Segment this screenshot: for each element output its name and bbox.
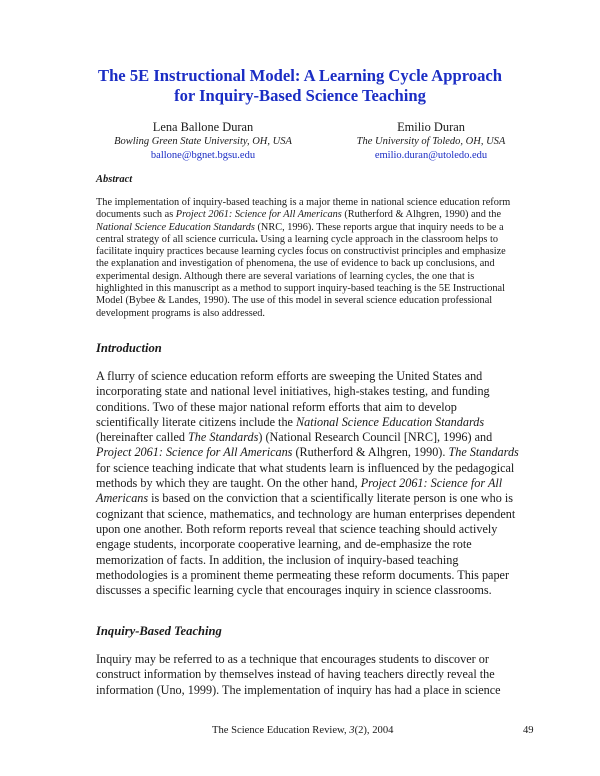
title-line-2: for Inquiry-Based Science Teaching	[174, 86, 426, 105]
author-1	[88, 120, 318, 162]
inquiry-paragraph: Inquiry may be referred to as a technique that encourages students to discover or construct information by themselves instead of having teachers directly reveal the information (Uno, 1999). The implementation of inquiry has had a place in science	[96, 652, 501, 697]
abstract-text: The implementation of inquiry-based teaching is a major theme in national science education reform documents such as Project 2061: Science for All Americans (Rutherford & Alhgren, 1990) and the National Science Education Standards (NRC, 1996). These reports argue that inquiry needs to be a central strategy of all science curricula. Using a learning cycle approach in the classroom helps to facilitate inquiry practices because learning cycles focus on constructivist principles and emphasize the explanation and investigation of phenomena, the use of evidence to back up conclusions, and experimental design. Although there are several variations of learning cycles, the one that is highlighted in this manuscript as a method to support inquiry-based teaching is the 5E Instructional Model (Bybee & Landes, 1990). The use of this model in several science education professional development programs is also addressed.	[96, 197, 511, 319]
journal-citation: The Science Education Review, 3(2), 2004	[212, 725, 394, 736]
title-line-1: The 5E Instructional Model: A Learning Cycle Approach	[98, 66, 502, 85]
author-2	[316, 120, 546, 162]
author-affiliation: Bowling Green State University, OH, USA	[114, 136, 292, 147]
author-name: Emilio Duran	[397, 120, 465, 134]
inquiry-heading: Inquiry-Based Teaching	[96, 624, 222, 638]
author-email[interactable]: ballone@bgnet.bgsu.edu	[150, 149, 256, 161]
introduction-paragraph: A flurry of science education reform efforts are sweeping the United States and incorporating state and national level initiatives, high-stakes testing, and funding conditions. Two of these major national reform efforts that aim to develop scientifically literate citizens include the National Science Education Standards (hereinafter called The Standards) (National Research Council [NRC], 1996) and Project 2061: Science for All Americans (Rutherford & Alhgren, 1990). The Standards for science teaching indicate that what students learn is influenced by the pedagogical methods by which they are taught. On the other hand, Project 2061: Science for All Americans is based on the conviction that a scientifically literate person is one who is cognizant that science, mathematics, and technology are human enterprises dependent upon one another. Both reform reports reveal that science teaching should actively engage students, incorporate cooperative learning, and de-emphasize the rote memorization of facts. In addition, the inclusion of inquiry-based teaching methodologies is a prominent theme permeating these reform documents. This paper discusses a specific learning cycle that encourages inquiry in science classrooms.	[96, 369, 519, 598]
author-email[interactable]: emilio.duran@utoledo.edu	[374, 149, 488, 161]
introduction-heading: Introduction	[96, 341, 162, 355]
author-affiliation: The University of Toledo, OH, USA	[356, 136, 506, 147]
page-number: 49	[523, 725, 534, 736]
author-name: Lena Ballone Duran	[152, 120, 254, 134]
abstract-heading: Abstract	[96, 174, 133, 185]
paper-title	[60, 66, 540, 106]
